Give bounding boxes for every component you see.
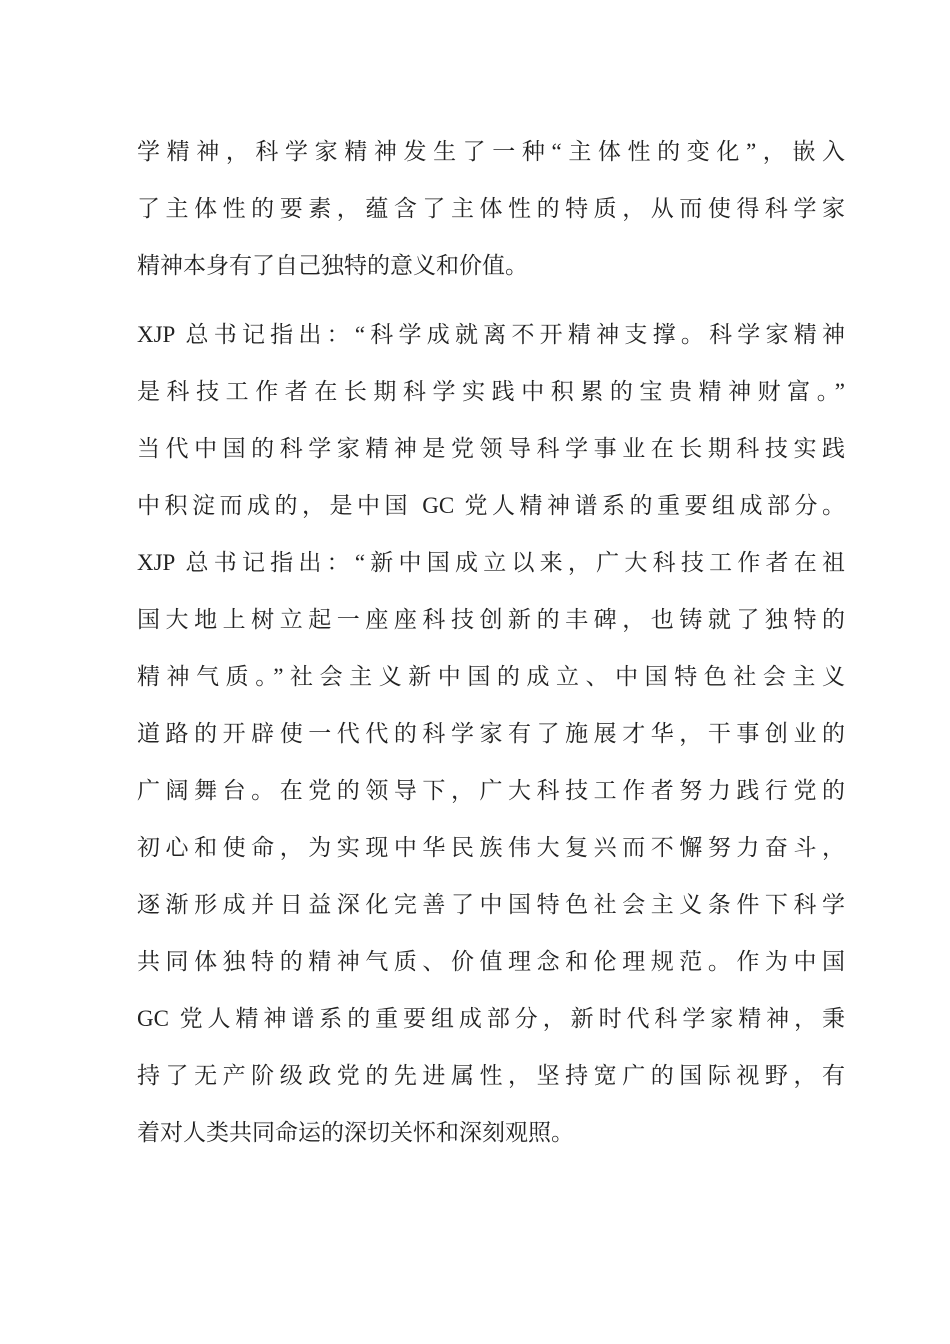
text-line: GC 党人精神谱系的重要组成部分，新时代科学家精神，秉	[137, 1006, 845, 1031]
text-line: 精神气质。”社会主义新中国的成立、中国特色社会主义	[137, 664, 845, 689]
text-line: 广阔舞台。在党的领导下，广大科技工作者努力践行党的	[137, 778, 845, 803]
paragraph-1	[137, 123, 845, 294]
text-line: 逐渐形成并日益深化完善了中国特色社会主义条件下科学	[137, 892, 845, 917]
document-body	[137, 123, 845, 1161]
text-line: 初心和使命，为实现中华民族伟大复兴而不懈努力奋斗，	[137, 835, 845, 860]
paragraph-3	[137, 534, 845, 1161]
text-line: 精神本身有了自己独特的意义和价值。	[137, 253, 528, 278]
text-line: 当代中国的科学家精神是党领导科学事业在长期科技实践	[137, 436, 845, 461]
text-line: 了主体性的要素，蕴含了主体性的特质，从而使得科学家	[137, 196, 845, 221]
text-line: 持了无产阶级政党的先进属性，坚持宽广的国际视野，有	[137, 1063, 845, 1088]
text-line: XJP 总书记指出：“科学成就离不开精神支撑。科学家精神	[137, 322, 845, 347]
text-line: 共同体独特的精神气质、价值理念和伦理规范。作为中国	[137, 949, 845, 974]
text-line: 是科技工作者在长期科学实践中积累的宝贵精神财富。”	[137, 379, 845, 404]
text-line: 道路的开辟使一代代的科学家有了施展才华，干事创业的	[137, 721, 845, 746]
text-line: XJP 总书记指出：“新中国成立以来，广大科技工作者在祖	[137, 550, 845, 575]
text-line: 国大地上树立起一座座科技创新的丰碑，也铸就了独特的	[137, 607, 845, 632]
text-line: 着对人类共同命运的深切关怀和深刻观照。	[137, 1120, 574, 1145]
text-line: 学精神，科学家精神发生了一种“主体性的变化”，嵌入	[137, 139, 845, 164]
paragraph-2	[137, 306, 845, 534]
text-line: 中积淀而成的，是中国 GC 党人精神谱系的重要组成部分。	[137, 493, 845, 518]
